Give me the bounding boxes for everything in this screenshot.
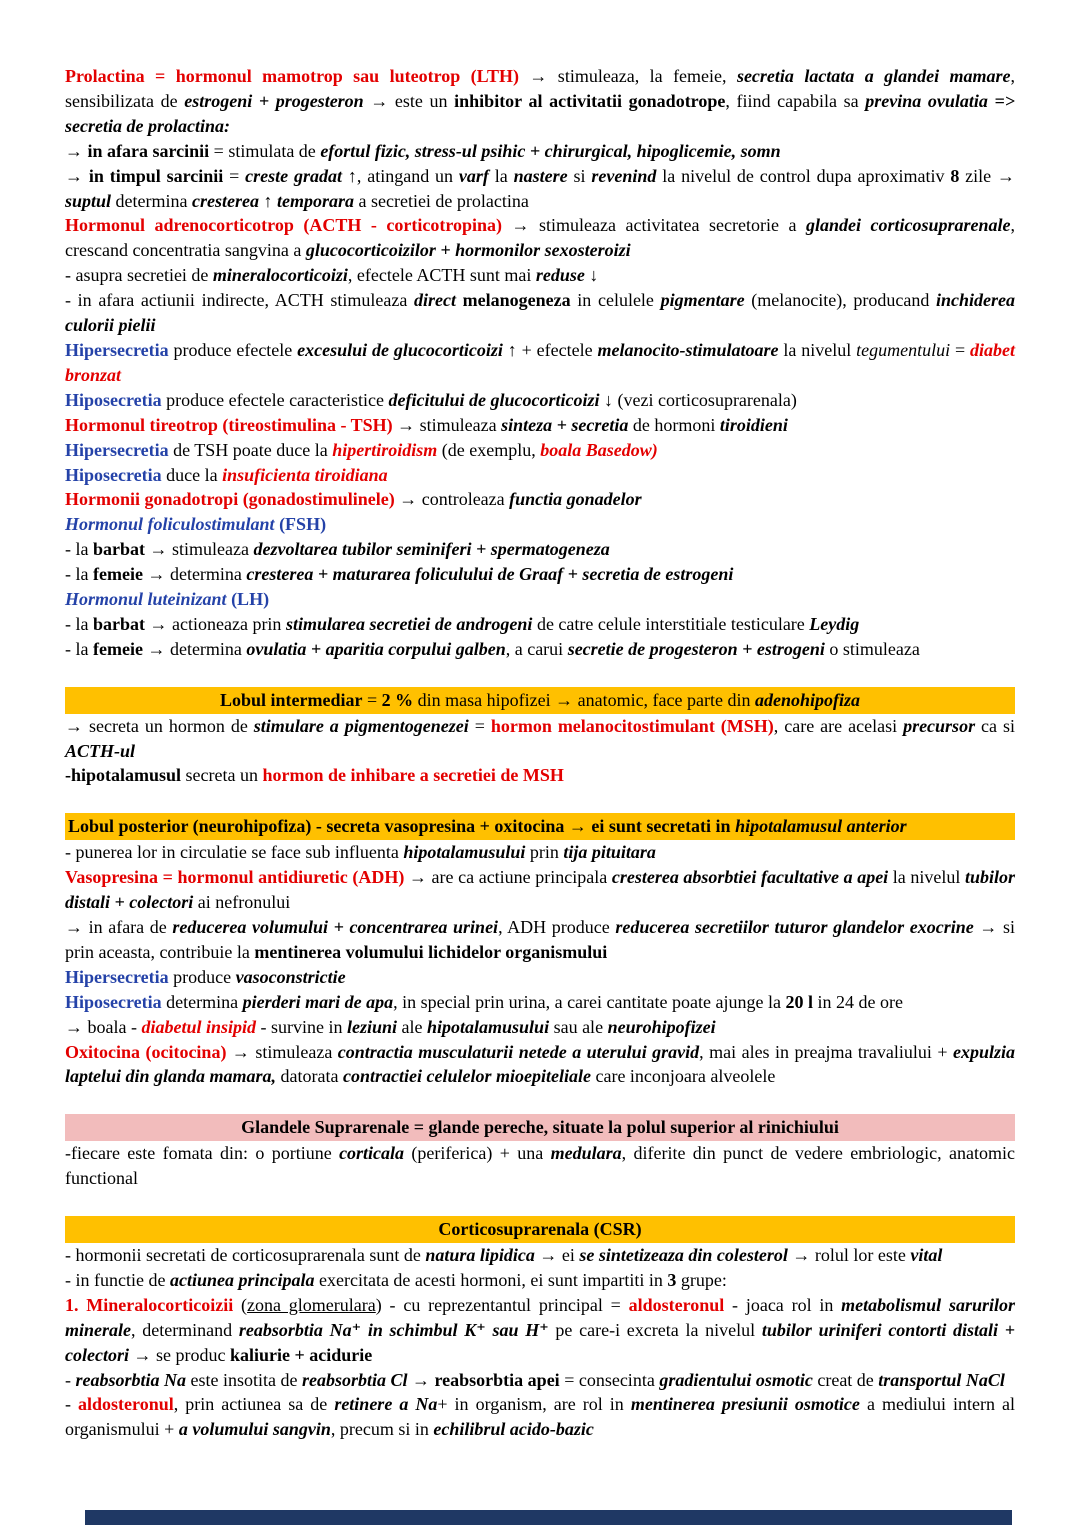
text-segment: estrogeni + progesteron [184, 90, 364, 111]
text-segment: expulzia laptelui din glanda mamara, [65, 1041, 1015, 1087]
text-segment: , crescand concentratia sangvina a [65, 215, 1015, 261]
text-segment: actiunea principala [169, 1269, 315, 1290]
text-segment: → ei [534, 1244, 580, 1265]
text-segment: ai nefronului [193, 892, 291, 913]
text-segment: de catre celule interstitiale testiculare [532, 613, 810, 634]
text-segment: (FSH) [279, 514, 327, 535]
text-segment: femeie [92, 638, 143, 659]
text-segment: → stimuleaza [392, 414, 502, 435]
text-segment: inchiderea culorii pielii [65, 290, 1015, 336]
text-segment: (melanocite), producand [744, 290, 936, 311]
text-segment: Hormonul luteinizant [65, 589, 232, 610]
spacer [65, 662, 1015, 687]
text-segment: in celulele [570, 290, 661, 311]
text-segment: aldosteronul [628, 1294, 725, 1315]
text-segment: hipotalamusului [403, 842, 526, 863]
text-segment: - [65, 1394, 79, 1415]
para-fsh-barbat [65, 537, 1015, 562]
text-segment: de TSH poate duce la [168, 439, 333, 460]
text-segment: suptul [65, 190, 112, 211]
text-segment: → controleaza [394, 489, 510, 510]
text-segment: precursor [903, 715, 976, 736]
text-segment: → boala - [65, 1016, 142, 1037]
para-hipotalamus-msh [65, 763, 1015, 788]
text-segment: 1. Mineralocorticoizii [65, 1294, 234, 1315]
document-body [65, 64, 1015, 1442]
text-segment: → in afara de [65, 917, 173, 937]
para-tsh [65, 413, 1015, 438]
para-lh-barbat [65, 612, 1015, 637]
text-segment: dezvoltarea tubilor seminiferi + spermatogeneza [253, 539, 610, 560]
text-segment: natura lipidica [425, 1244, 535, 1265]
text-segment: insuficienta tiroidiana [222, 464, 388, 485]
text-segment: + efectele [516, 339, 598, 360]
text-segment: Vasopresina = hormonul antidiuretic (ADH) [65, 867, 405, 888]
text-segment: ACTH-ul [65, 740, 136, 761]
text-segment: , ADH produce [498, 917, 616, 937]
text-segment: reducerea secretiilor tuturor glandelor exocrine [615, 917, 974, 937]
text-segment: (LH) [231, 589, 270, 610]
para-suprarenale-structura [65, 1141, 1015, 1191]
text-segment: a secretiei de prolactina [353, 190, 529, 211]
text-segment: nastere [513, 165, 568, 186]
text-segment: → stimuleaza [226, 1041, 338, 1062]
text-segment: la nivelul de control dupa aproximativ [656, 165, 951, 186]
para-in-afara-sarcinii [65, 139, 1015, 164]
text-segment: melanocito-stimulatoare [597, 339, 779, 360]
text-segment: → stimuleaza activitatea secretorie a [502, 215, 806, 236]
text-segment: creste gradat ↑ [245, 165, 357, 186]
text-segment: , efectele ACTH sunt mai [347, 265, 536, 286]
text-segment: zona glomerulara [247, 1294, 376, 1315]
text-segment: barbat [92, 613, 145, 634]
text-segment: , a carui [505, 638, 568, 659]
text-segment: medulara [550, 1143, 622, 1164]
text-segment: , diferite din punct de vedere embriologic, anatomic functional [65, 1143, 1016, 1189]
text-segment: + in organism, are rol in [437, 1394, 631, 1415]
text-segment: hipotalamusul anterior [735, 816, 907, 837]
text-segment: determina [161, 991, 243, 1012]
para-hipersecretia-tsh [65, 438, 1015, 463]
text-segment: Glandele Suprarenale = glande pereche, situate la polul superior al rinichiului [241, 1117, 839, 1138]
text-segment: secretie de progesteron + estrogeni [567, 638, 825, 659]
text-segment: glucocorticoizilor + hormonilor sexosteroizi [305, 240, 631, 261]
para-diabet-insipid [65, 1015, 1015, 1040]
text-segment: la nivelul [888, 867, 965, 888]
text-segment: de hormoni [628, 414, 720, 435]
text-segment: - [65, 1369, 76, 1390]
text-segment: direct [414, 290, 456, 311]
text-segment: vasoconstrictie [235, 966, 346, 987]
text-segment: sinteza + secretia [501, 414, 629, 435]
text-segment: glandei corticosuprarenale [805, 215, 1011, 236]
text-segment: reabsorbtia Na [75, 1369, 187, 1390]
text-segment: reabsorbtia Na⁺ in schimbul K⁺ sau H⁺ [238, 1319, 549, 1340]
text-segment: = consecinta [559, 1369, 660, 1390]
text-segment: in afara sarcinii [87, 140, 210, 161]
text-segment: hormon de inhibare a secretiei de MSH [262, 765, 564, 786]
text-segment: este insotita de [186, 1369, 302, 1390]
text-segment: excesului de glucocorticoizi ↑ [297, 339, 517, 360]
text-segment: , precum si in [330, 1419, 434, 1440]
text-segment: revenind [591, 165, 657, 186]
text-segment: Leydig [809, 613, 860, 634]
text-segment: → [65, 165, 89, 186]
text-segment: reduse ↓ [535, 265, 599, 286]
text-segment: 8 [950, 165, 960, 186]
para-mineralocorticoizi [65, 263, 1015, 288]
text-segment: diabetul insipid [141, 1016, 257, 1037]
text-segment: stimulare a pigmentogenezei [253, 715, 469, 736]
text-segment: boala Basedow) [540, 439, 658, 460]
para-tija-pituitara [65, 840, 1015, 865]
text-segment: Hiposecretia [65, 991, 162, 1012]
text-segment: din masa hipofizei → anatomic, face parte din [413, 689, 755, 710]
text-segment: la [488, 165, 514, 186]
text-segment: , determinand [131, 1319, 239, 1340]
text-segment: se sintetizeaza din colesterol [579, 1244, 788, 1265]
text-segment: - punerea lor in circulatie se face sub influenta [65, 842, 404, 863]
section-header-csr [65, 1216, 1015, 1243]
text-segment: 3 [667, 1269, 677, 1290]
text-segment: pigmentare [660, 290, 745, 311]
text-segment: , sensibilizata de [65, 66, 1015, 111]
para-hiposecretia-tsh [65, 463, 1015, 488]
section-header-lobul-intermediar [65, 687, 1015, 714]
text-segment: , fiind capabila sa [725, 90, 866, 111]
bottom-cutoff-highlight-bar [85, 1510, 1012, 1525]
text-segment: reducerea volumului + concentrarea urinei [172, 917, 499, 937]
para-oxitocina [65, 1040, 1015, 1090]
text-segment: 20 l [785, 991, 813, 1012]
text-segment: deficitului de glucocorticoizi ↓ [388, 389, 613, 410]
text-segment: varf [458, 165, 489, 186]
text-segment: secreta un [181, 765, 263, 786]
text-segment: 2 % [381, 689, 414, 710]
text-segment: → are ca actiune principala [404, 867, 612, 888]
text-segment: melanogeneza [456, 290, 571, 311]
text-segment: inhibitor al activitatii gonadotrope [454, 90, 726, 111]
section-header-lobul-posterior [65, 813, 1015, 840]
text-segment: previna ovulatia => secretia de prolactina: [65, 90, 1016, 136]
para-mineralocorticoizii [65, 1293, 1015, 1368]
text-segment: femeie [92, 564, 143, 585]
text-segment: → rolul lor este [787, 1244, 911, 1265]
para-hipersecretia-adh [65, 965, 1015, 990]
text-segment: reabsorbtia apei [434, 1369, 560, 1390]
text-segment: hormon melanocitostimulant (MSH) [490, 715, 774, 736]
text-segment: = [950, 339, 971, 360]
text-segment: ovulatia + aparitia corpului galben [246, 638, 506, 659]
text-segment: → si prin aceasta, contribuie la [65, 917, 1015, 962]
text-segment: - la [65, 638, 93, 659]
text-segment: Hormonii gonadotropi (gonadostimulinele) [65, 489, 395, 510]
para-csr-grupe [65, 1268, 1015, 1293]
para-melanogeneza [65, 288, 1015, 338]
text-segment: (periferica) + una [404, 1143, 551, 1164]
text-segment: = [362, 689, 382, 710]
text-segment: prin [525, 842, 564, 863]
text-segment: hipotalamusului [427, 1016, 550, 1037]
text-segment: tiroidieni [719, 414, 788, 435]
para-vasopresina [65, 865, 1015, 915]
text-segment: mineralocorticoizi [212, 265, 348, 286]
text-segment: → determina [142, 564, 247, 585]
text-segment: → este un [363, 90, 455, 111]
text-segment: - joaca rol in [724, 1294, 842, 1315]
para-lh-title [65, 587, 1015, 612]
text-segment: produce efectele [168, 339, 298, 360]
para-acth [65, 213, 1015, 263]
text-segment: Corticosuprarenala (CSR) [438, 1219, 642, 1240]
text-segment: (de exemplu, [437, 439, 541, 460]
text-segment: exercitata de acesti hormoni, ei sunt impartiti in [314, 1269, 668, 1290]
text-segment: Hormonul foliculostimulant [65, 514, 280, 535]
text-segment: retinere a Na [334, 1394, 438, 1415]
section-header-glandele-suprarenale [65, 1114, 1015, 1141]
text-segment: , prin actiunea sa de [173, 1394, 335, 1415]
para-csr-lipidica [65, 1243, 1015, 1268]
text-segment: ) - cu reprezentantul principal = [375, 1294, 629, 1315]
text-segment: cresterea ↑ temporara [192, 190, 354, 211]
text-segment: in 24 de ore [812, 991, 903, 1012]
text-segment: → secreta un hormon de [65, 715, 254, 736]
text-segment: tija pituitara [563, 842, 656, 863]
text-segment: cresterea absorbtiei facultative a apei [611, 867, 889, 888]
text-segment: a mediului intern al organismului + [65, 1394, 1015, 1440]
text-segment: functia gonadelor [509, 489, 642, 510]
text-segment: Hormonul adrenocorticotrop (ACTH - corticotropina) [65, 215, 503, 236]
text-segment: Hipersecretia [65, 439, 169, 460]
text-segment: neurohipofizei [607, 1016, 716, 1037]
text-segment: Oxitocina (ocitocina) [65, 1041, 227, 1062]
text-segment: produce efectele caracteristice [161, 389, 389, 410]
text-segment: = [223, 165, 246, 186]
text-segment: → stimuleaza [145, 539, 254, 560]
text-segment: tubilor uriniferi contorti distali + colectori [65, 1319, 1016, 1365]
text-segment: zile → [959, 165, 1016, 186]
text-segment: ( [233, 1294, 248, 1315]
text-segment: barbat [92, 539, 145, 560]
text-segment: -fiecare este fomata din: o portiune [65, 1143, 340, 1164]
para-hiposecretia-adh [65, 990, 1015, 1015]
text-segment: tegumentului [856, 339, 951, 360]
para-reabsorbtia [65, 1368, 1015, 1393]
spacer [65, 1089, 1015, 1114]
text-segment: Hormonul tireotrop (tireostimulina - TSH) [65, 414, 393, 435]
spacer [65, 1191, 1015, 1216]
text-segment: diabet bronzat [65, 339, 1016, 385]
para-hiposecretia-acth [65, 388, 1015, 413]
text-segment: Lobul posterior (neurohipofiza) - secreta vasopresina + oxitocina → ei sunt secretati in [68, 816, 736, 837]
text-segment: → se produc [128, 1344, 230, 1365]
text-segment: determina [111, 190, 192, 211]
text-segment: pe care-i excreta la nivelul [548, 1319, 762, 1340]
text-segment: echilibrul acido-bazic [433, 1419, 594, 1440]
para-adh-efecte [65, 915, 1015, 965]
text-segment: tubilor distali + colectori [65, 867, 1015, 913]
text-segment: , care are acelasi [773, 715, 904, 736]
text-segment: la nivelul [778, 339, 857, 360]
text-segment: - la [65, 613, 93, 634]
text-segment: reabsorbtia Cl [302, 1369, 408, 1390]
spacer [65, 788, 1015, 813]
text-segment: kaliurie + acidurie [229, 1344, 373, 1365]
text-segment: leziuni [347, 1016, 398, 1037]
text-segment: hipertiroidism [332, 439, 438, 460]
text-segment: corticala [339, 1143, 405, 1164]
text-segment: si [567, 165, 592, 186]
text-segment: Hipersecretia [65, 966, 169, 987]
text-segment: ca si [975, 715, 1016, 736]
text-segment: - survine in [256, 1016, 347, 1037]
text-segment: adenohipofiza [755, 689, 861, 710]
text-segment: duce la [161, 464, 223, 485]
para-aldosteronul [65, 1392, 1015, 1442]
text-segment: Hiposecretia [65, 389, 162, 410]
text-segment: produce [168, 966, 236, 987]
text-segment: - la [65, 539, 93, 560]
text-segment: mentinerea presiunii osmotice [630, 1394, 860, 1415]
text-segment: = stimulata de [209, 140, 321, 161]
text-segment: ale [397, 1016, 428, 1037]
text-segment: Lobul intermediar [219, 689, 363, 710]
text-segment: stimularea secretiei de androgeni [285, 613, 533, 634]
text-segment: → [65, 140, 88, 161]
text-segment: gradientului osmotic [659, 1369, 813, 1390]
text-segment: contractiei celulelor mioepiteliale [343, 1066, 591, 1087]
text-segment: sau ale [549, 1016, 608, 1037]
text-segment: grupe: [676, 1269, 727, 1290]
text-segment: → determina [142, 638, 247, 659]
text-segment: - la [65, 564, 93, 585]
text-segment: - hormonii secretati de corticosuprarenala sunt de [65, 1244, 426, 1265]
text-segment: a volumului sangvin [178, 1419, 331, 1440]
text-segment: datorata [276, 1066, 344, 1087]
text-segment: contractia musculaturii netede a uterului gravid [337, 1041, 700, 1062]
para-hipersecretia-acth [65, 338, 1015, 388]
text-segment: , atingand un [356, 165, 459, 186]
text-segment: - in functie de [65, 1269, 170, 1290]
para-gonadotropi [65, 487, 1015, 512]
para-msh [65, 714, 1015, 764]
text-segment: metabolismul sarurilor minerale [65, 1294, 1016, 1340]
para-in-timpul-sarcinii [65, 164, 1015, 214]
text-segment: , mai ales in preajma travaliului + [699, 1041, 953, 1062]
para-fsh-femeie [65, 562, 1015, 587]
text-segment: efortul fizic, stress-ul psihic + chirurgical, hipoglicemie, somn [320, 140, 781, 161]
text-segment: (vezi corticosuprarenala) [612, 389, 797, 410]
text-segment: - asupra secretiei de [65, 265, 213, 286]
text-segment: creat de [812, 1369, 879, 1390]
text-segment: transportul NaCl [878, 1369, 1005, 1390]
text-segment: aldosteronul [78, 1394, 174, 1415]
text-segment: in timpul sarcinii [88, 165, 224, 186]
para-prolactina [65, 64, 1015, 139]
text-segment: -hipotalamusul [65, 765, 182, 786]
text-segment: pierderi mari de apa [242, 991, 394, 1012]
text-segment: = [468, 715, 491, 736]
text-segment: → actioneaza prin [145, 613, 286, 634]
text-segment: Hiposecretia [65, 464, 162, 485]
text-segment: mentinerea volumului lichidelor organismului [254, 941, 608, 962]
text-segment: o stimuleaza [824, 638, 920, 659]
text-segment: → [407, 1369, 435, 1390]
text-segment: vital [910, 1244, 943, 1265]
text-segment: - in afara actiunii indirecte, ACTH stimuleaza [65, 290, 414, 311]
para-lh-femeie [65, 637, 1015, 662]
text-segment: care inconjoara alveolele [590, 1066, 776, 1087]
text-segment: → stimuleaza, la femeie, [519, 66, 737, 86]
text-segment: Prolactina = hormonul mamotrop sau luteotrop (LTH) [65, 66, 520, 86]
text-segment: cresterea + maturarea foliculului de Graaf + secretia de estrogeni [246, 564, 734, 585]
text-segment: secretia lactata a glandei mamare [736, 66, 1011, 86]
text-segment: Hipersecretia [65, 339, 169, 360]
para-fsh-title [65, 512, 1015, 537]
text-segment: , in special prin urina, a carei cantitate poate ajunge la [393, 991, 786, 1012]
